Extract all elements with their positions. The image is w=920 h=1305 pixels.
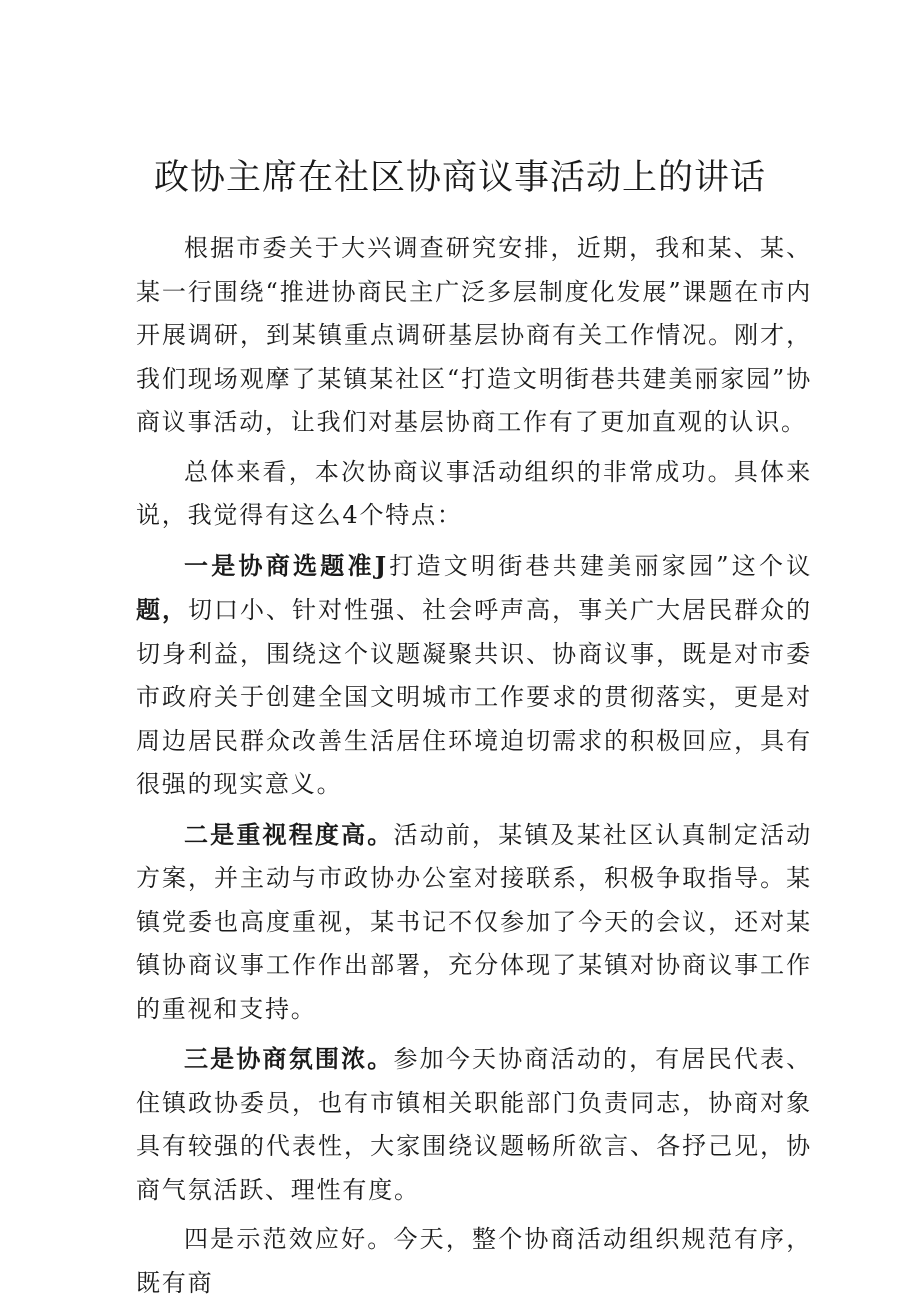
paragraph-5-text: 参加今天协商活动的，有居民代表、住镇政协委员，也有市镇相关职能部门负责同志，协商对象具有较强的代表性，大家围绕议题畅所欲言、各抒己见，协商气氛活跃、理性有度。 — [136, 1045, 812, 1204]
paragraph-3-text: 打造文明街巷共建美丽家园”这个议 — [387, 551, 812, 580]
document-title: 政协主席在社区协商议事活动上的讲话 — [153, 158, 766, 198]
paragraph-4 — [136, 813, 812, 1032]
paragraph-5 — [136, 1037, 812, 1212]
paragraph-2 — [136, 451, 812, 538]
document-body — [136, 227, 812, 1305]
paragraph-3-rest: 切口小、针对性强、社会呼声高，事关广大居民群众的切身利益，围绕这个议题凝聚共识、协商议事，既是对市委市政府关于创建全国文明城市工作要求的贯彻落实，更是对周边居民群众改善生活居住环境迫切需求的积极回应，具有很强的现实意义。 — [136, 596, 812, 798]
paragraph-4-lead: 二是重视程度高。 — [184, 819, 394, 849]
paragraph-1 — [136, 227, 812, 445]
paragraph-3-lead-2: 题， — [136, 595, 189, 624]
paragraph-3-lead: 一是协商选题准J — [184, 550, 388, 580]
paragraph-5-lead: 三是协商氛围浓。 — [184, 1044, 394, 1073]
paragraph-1-text: 根据市委关于大兴调查研究安排，近期，我和某、某、某一行围绕“推进协商民主广泛多层制度化发展”课题在市内开展调研，到某镇重点调研基层协商有关工作情况。刚才，我们现场观摩了某镇某社区“打造文明街巷共建美丽家园”协商议事活动，让我们对基层协商工作有了更加直观的认识。 — [136, 234, 812, 436]
paragraph-6-text: 四是示范效应好。今天，整个协商活动组织规范有序，既有商 — [136, 1225, 812, 1297]
paragraph-6 — [136, 1218, 812, 1305]
paragraph-3 — [136, 544, 812, 807]
paragraph-4-text: 活动前，某镇及某社区认真制定活动方案，并主动与市政协办公室对接联系，积极争取指导。某镇党委也高度重视，某书记不仅参加了今天的会议，还对某镇协商议事工作作出部署，充分体现了某镇对协商议事工作的重视和支持。 — [136, 820, 812, 1023]
paragraph-2-text: 总体来看，本次协商议事活动组织的非常成功。具体来说，我觉得有这么4个特点： — [136, 457, 812, 529]
